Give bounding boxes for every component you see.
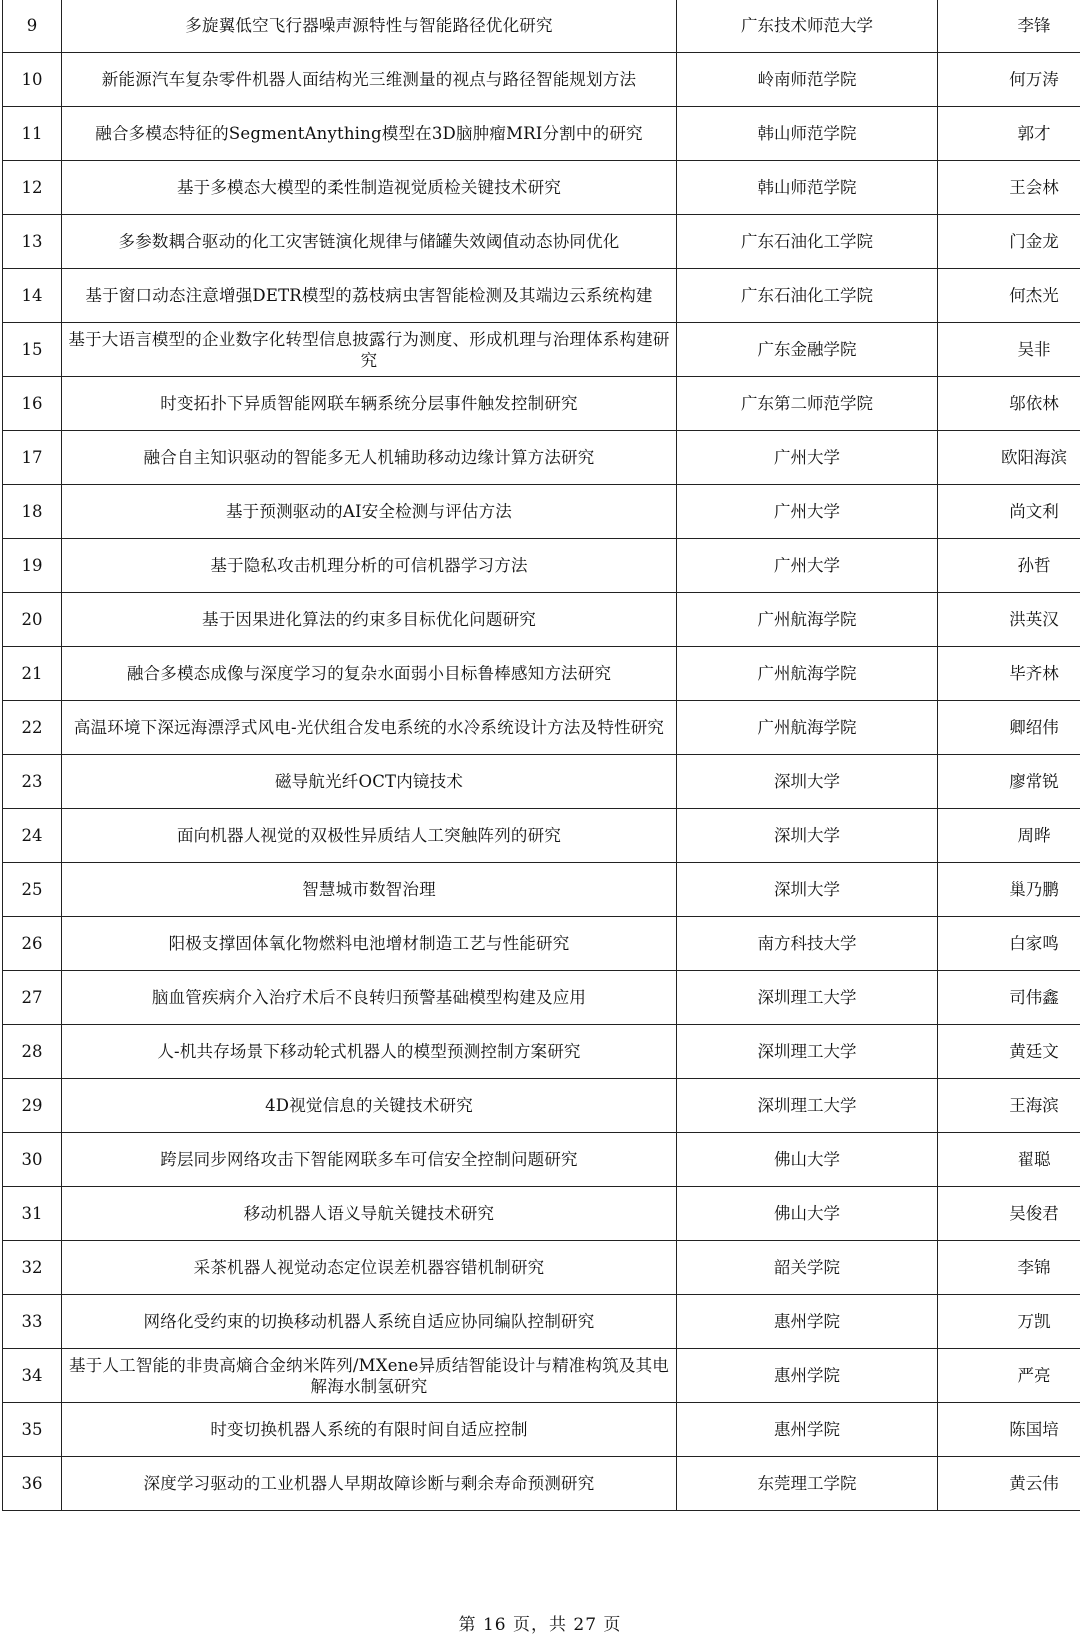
institution-cell: 韶关学院	[677, 1241, 938, 1295]
institution-cell: 深圳理工大学	[677, 1079, 938, 1133]
project-leader-cell: 万凯	[938, 1295, 1080, 1349]
row-number-cell: 26	[3, 917, 62, 971]
institution-cell: 韩山师范学院	[677, 107, 938, 161]
project-leader-cell: 洪英汉	[938, 593, 1080, 647]
project-title-cell: 基于人工智能的非贵高熵合金纳米阵列/MXene异质结智能设计与精准构筑及其电解海水制氢研究	[62, 1349, 677, 1403]
row-number-cell: 21	[3, 647, 62, 701]
institution-cell: 广州大学	[677, 431, 938, 485]
project-leader-cell: 吴非	[938, 323, 1080, 377]
project-leader-cell: 门金龙	[938, 215, 1080, 269]
project-title-cell: 采茶机器人视觉动态定位误差机器容错机制研究	[62, 1241, 677, 1295]
row-number-cell: 9	[3, 0, 62, 53]
project-leader-cell: 巢乃鹏	[938, 863, 1080, 917]
project-title-cell: 4D视觉信息的关键技术研究	[62, 1079, 677, 1133]
institution-cell: 南方科技大学	[677, 917, 938, 971]
table-row	[3, 647, 1080, 701]
institution-cell: 广州航海学院	[677, 593, 938, 647]
project-leader-cell: 何万涛	[938, 53, 1080, 107]
institution-cell: 深圳理工大学	[677, 1025, 938, 1079]
project-title-cell: 面向机器人视觉的双极性异质结人工突触阵列的研究	[62, 809, 677, 863]
project-leader-cell: 黄廷文	[938, 1025, 1080, 1079]
row-number-cell: 14	[3, 269, 62, 323]
project-title-cell: 阳极支撑固体氧化物燃料电池增材制造工艺与性能研究	[62, 917, 677, 971]
project-leader-cell: 廖常锐	[938, 755, 1080, 809]
table-row	[3, 323, 1080, 377]
row-number-cell: 15	[3, 323, 62, 377]
table-row	[3, 593, 1080, 647]
institution-cell: 深圳理工大学	[677, 971, 938, 1025]
institution-cell: 广东第二师范学院	[677, 377, 938, 431]
table-row	[3, 1349, 1080, 1403]
row-number-cell: 29	[3, 1079, 62, 1133]
project-title-cell: 基于窗口动态注意增强DETR模型的荔枝病虫害智能检测及其端边云系统构建	[62, 269, 677, 323]
project-leader-cell: 严亮	[938, 1349, 1080, 1403]
project-leader-cell: 李锦	[938, 1241, 1080, 1295]
row-number-cell: 20	[3, 593, 62, 647]
table-row	[3, 107, 1080, 161]
row-number-cell: 23	[3, 755, 62, 809]
project-title-cell: 网络化受约束的切换移动机器人系统自适应协同编队控制研究	[62, 1295, 677, 1349]
row-number-cell: 13	[3, 215, 62, 269]
institution-cell: 深圳大学	[677, 809, 938, 863]
project-title-cell: 移动机器人语义导航关键技术研究	[62, 1187, 677, 1241]
row-number-cell: 16	[3, 377, 62, 431]
institution-cell: 广东石油化工学院	[677, 269, 938, 323]
institution-cell: 惠州学院	[677, 1403, 938, 1457]
row-number-cell: 28	[3, 1025, 62, 1079]
project-leader-cell: 卿绍伟	[938, 701, 1080, 755]
project-title-cell: 时变切换机器人系统的有限时间自适应控制	[62, 1403, 677, 1457]
table-row	[3, 1187, 1080, 1241]
project-title-cell: 时变拓扑下异质智能网联车辆系统分层事件触发控制研究	[62, 377, 677, 431]
institution-cell: 广州大学	[677, 539, 938, 593]
table-row	[3, 917, 1080, 971]
project-title-cell: 基于预测驱动的AI安全检测与评估方法	[62, 485, 677, 539]
table-row	[3, 971, 1080, 1025]
institution-cell: 韩山师范学院	[677, 161, 938, 215]
table-row	[3, 215, 1080, 269]
project-leader-cell: 孙哲	[938, 539, 1080, 593]
project-leader-cell: 黄云伟	[938, 1457, 1080, 1511]
project-table	[2, 0, 1080, 1511]
project-leader-cell: 翟聪	[938, 1133, 1080, 1187]
table-row	[3, 863, 1080, 917]
page-number-footer: 第 16 页，共 27 页	[458, 1615, 622, 1635]
project-leader-cell: 王会林	[938, 161, 1080, 215]
project-leader-cell: 周晔	[938, 809, 1080, 863]
table-row	[3, 161, 1080, 215]
project-title-cell: 融合多模态成像与深度学习的复杂水面弱小目标鲁棒感知方法研究	[62, 647, 677, 701]
project-title-cell: 脑血管疾病介入治疗术后不良转归预警基础模型构建及应用	[62, 971, 677, 1025]
row-number-cell: 27	[3, 971, 62, 1025]
table-row	[3, 1079, 1080, 1133]
table-row	[3, 485, 1080, 539]
institution-cell: 岭南师范学院	[677, 53, 938, 107]
project-title-cell: 基于因果进化算法的约束多目标优化问题研究	[62, 593, 677, 647]
table-row	[3, 1133, 1080, 1187]
row-number-cell: 36	[3, 1457, 62, 1511]
row-number-cell: 10	[3, 53, 62, 107]
institution-cell: 惠州学院	[677, 1295, 938, 1349]
table-row	[3, 431, 1080, 485]
table-row	[3, 755, 1080, 809]
institution-cell: 广州大学	[677, 485, 938, 539]
table-row	[3, 1295, 1080, 1349]
row-number-cell: 12	[3, 161, 62, 215]
project-title-cell: 深度学习驱动的工业机器人早期故障诊断与剩余寿命预测研究	[62, 1457, 677, 1511]
institution-cell: 深圳大学	[677, 863, 938, 917]
row-number-cell: 24	[3, 809, 62, 863]
project-leader-cell: 司伟鑫	[938, 971, 1080, 1025]
institution-cell: 广东石油化工学院	[677, 215, 938, 269]
project-title-cell: 基于隐私攻击机理分析的可信机器学习方法	[62, 539, 677, 593]
table-row	[3, 809, 1080, 863]
row-number-cell: 19	[3, 539, 62, 593]
row-number-cell: 31	[3, 1187, 62, 1241]
project-title-cell: 融合多模态特征的SegmentAnything模型在3D脑肿瘤MRI分割中的研究	[62, 107, 677, 161]
institution-cell: 惠州学院	[677, 1349, 938, 1403]
institution-cell: 广州航海学院	[677, 647, 938, 701]
project-table-body	[3, 0, 1080, 1511]
project-title-cell: 基于多模态大模型的柔性制造视觉质检关键技术研究	[62, 161, 677, 215]
project-leader-cell: 邬依林	[938, 377, 1080, 431]
table-row	[3, 0, 1080, 53]
institution-cell: 广东金融学院	[677, 323, 938, 377]
project-title-cell: 磁导航光纤OCT内镜技术	[62, 755, 677, 809]
project-leader-cell: 王海滨	[938, 1079, 1080, 1133]
row-number-cell: 34	[3, 1349, 62, 1403]
project-leader-cell: 何杰光	[938, 269, 1080, 323]
row-number-cell: 33	[3, 1295, 62, 1349]
project-title-cell: 融合自主知识驱动的智能多无人机辅助移动边缘计算方法研究	[62, 431, 677, 485]
row-number-cell: 30	[3, 1133, 62, 1187]
table-row	[3, 1403, 1080, 1457]
table-row	[3, 1025, 1080, 1079]
institution-cell: 深圳大学	[677, 755, 938, 809]
table-row	[3, 269, 1080, 323]
project-title-cell: 基于大语言模型的企业数字化转型信息披露行为测度、形成机理与治理体系构建研究	[62, 323, 677, 377]
institution-cell: 广州航海学院	[677, 701, 938, 755]
institution-cell: 东莞理工学院	[677, 1457, 938, 1511]
project-title-cell: 智慧城市数智治理	[62, 863, 677, 917]
row-number-cell: 22	[3, 701, 62, 755]
project-leader-cell: 欧阳海滨	[938, 431, 1080, 485]
row-number-cell: 18	[3, 485, 62, 539]
row-number-cell: 35	[3, 1403, 62, 1457]
row-number-cell: 17	[3, 431, 62, 485]
project-leader-cell: 吴俊君	[938, 1187, 1080, 1241]
project-leader-cell: 郭才	[938, 107, 1080, 161]
row-number-cell: 25	[3, 863, 62, 917]
table-row	[3, 701, 1080, 755]
project-leader-cell: 毕齐林	[938, 647, 1080, 701]
project-title-cell: 多旋翼低空飞行器噪声源特性与智能路径优化研究	[62, 0, 677, 53]
project-title-cell: 高温环境下深远海漂浮式风电-光伏组合发电系统的水冷系统设计方法及特性研究	[62, 701, 677, 755]
project-leader-cell: 李锋	[938, 0, 1080, 53]
table-row	[3, 1241, 1080, 1295]
table-row	[3, 539, 1080, 593]
institution-cell: 佛山大学	[677, 1133, 938, 1187]
institution-cell: 广东技术师范大学	[677, 0, 938, 53]
project-leader-cell: 白家鸣	[938, 917, 1080, 971]
project-leader-cell: 陈国培	[938, 1403, 1080, 1457]
table-row	[3, 53, 1080, 107]
row-number-cell: 32	[3, 1241, 62, 1295]
row-number-cell: 11	[3, 107, 62, 161]
project-title-cell: 跨层同步网络攻击下智能网联多车可信安全控制问题研究	[62, 1133, 677, 1187]
table-row	[3, 1457, 1080, 1511]
project-title-cell: 人-机共存场景下移动轮式机器人的模型预测控制方案研究	[62, 1025, 677, 1079]
project-title-cell: 多参数耦合驱动的化工灾害链演化规律与储罐失效阈值动态协同优化	[62, 215, 677, 269]
institution-cell: 佛山大学	[677, 1187, 938, 1241]
project-leader-cell: 尚文利	[938, 485, 1080, 539]
project-title-cell: 新能源汽车复杂零件机器人面结构光三维测量的视点与路径智能规划方法	[62, 53, 677, 107]
table-row	[3, 377, 1080, 431]
